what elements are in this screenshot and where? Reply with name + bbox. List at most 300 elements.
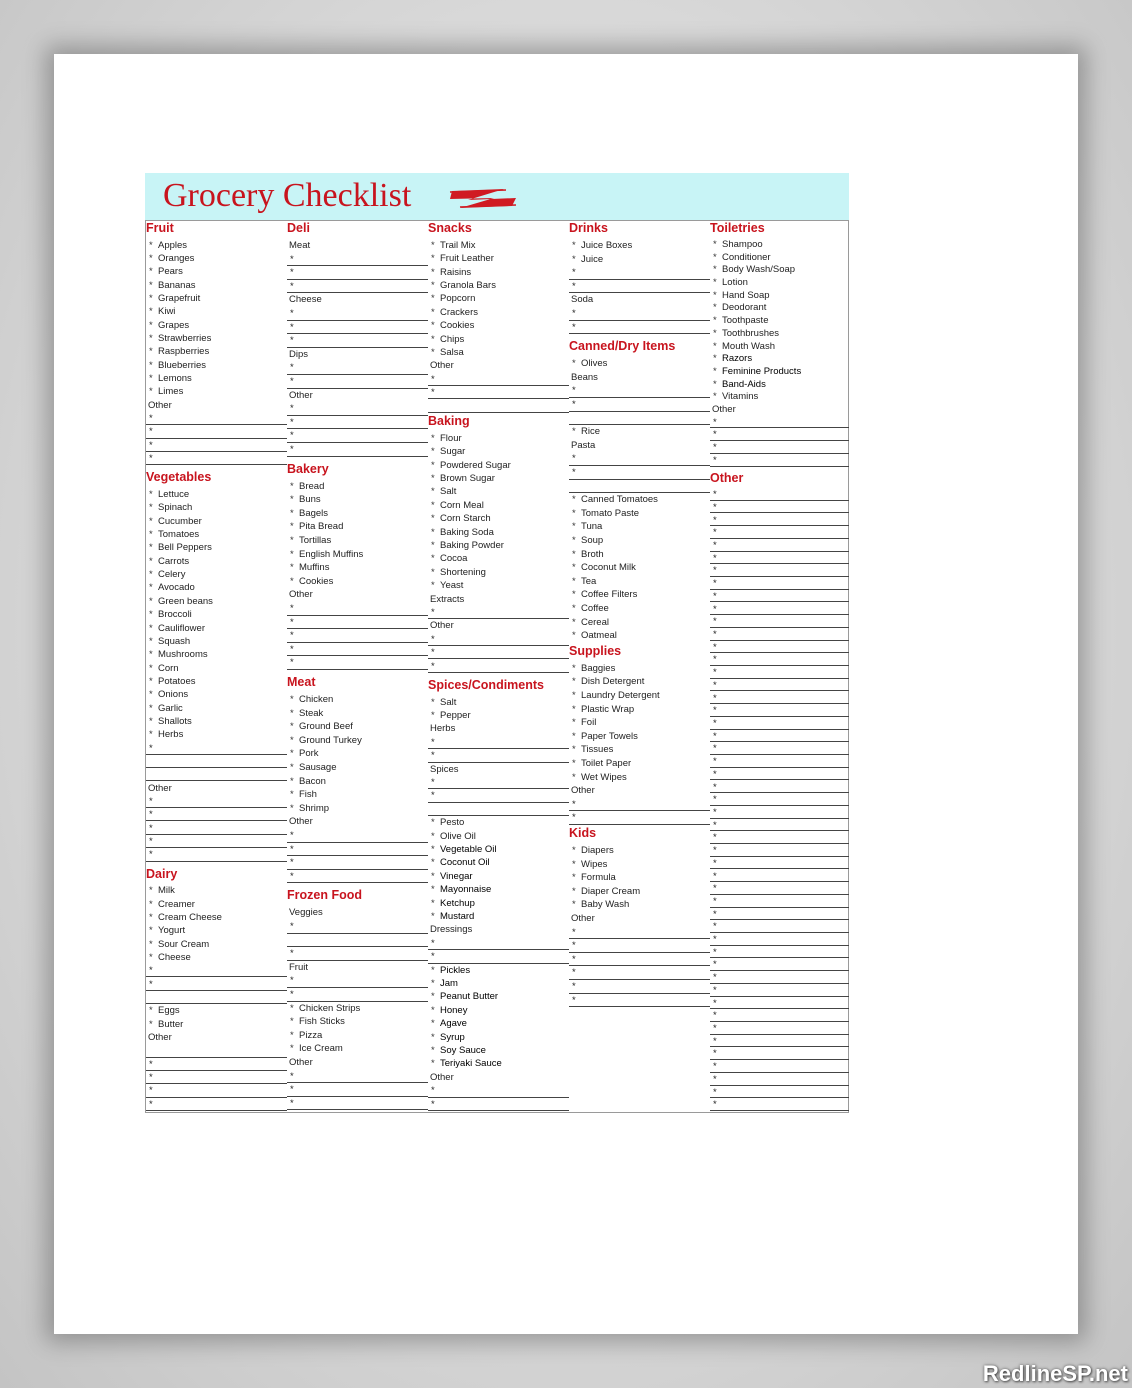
blank-entry-line[interactable]: * bbox=[146, 964, 287, 977]
blank-entry-line[interactable]: * bbox=[710, 441, 849, 454]
checklist-item-limes[interactable] bbox=[146, 385, 290, 399]
blank-entry-line[interactable]: * bbox=[428, 1098, 569, 1111]
blank-entry-line[interactable]: * bbox=[710, 692, 849, 705]
checklist-item-celery[interactable] bbox=[146, 568, 290, 582]
blank-entry-line[interactable]: * bbox=[710, 1035, 849, 1048]
blank-entry-line[interactable]: * bbox=[428, 1084, 569, 1097]
checklist-item-ketchup[interactable] bbox=[428, 897, 572, 911]
blank-entry-line[interactable]: * bbox=[710, 857, 849, 870]
checklist-item-tea[interactable] bbox=[569, 575, 713, 589]
checklist-item-trail-mix[interactable] bbox=[428, 239, 572, 253]
item-label: Laundry Detergent bbox=[581, 690, 660, 701]
checklist-item-chicken[interactable] bbox=[287, 693, 431, 707]
checklist-item-diaper-cream[interactable] bbox=[569, 885, 713, 899]
checklist-item-soy-sauce[interactable] bbox=[428, 1044, 572, 1058]
checklist-item-muffins[interactable] bbox=[287, 561, 431, 575]
checklist-item-peanut-butter[interactable] bbox=[428, 990, 572, 1004]
blank-entry-line[interactable]: * bbox=[287, 643, 428, 657]
blank-entry-line[interactable]: * bbox=[146, 1084, 287, 1097]
blank-entry-line[interactable]: * bbox=[569, 926, 710, 940]
bullet-icon: * bbox=[713, 340, 717, 352]
blank-entry-line[interactable]: * bbox=[710, 933, 849, 946]
blank-entry-line[interactable]: * bbox=[146, 742, 287, 755]
checklist-item-carrots[interactable] bbox=[146, 555, 290, 569]
blank-entry-line[interactable]: * bbox=[710, 539, 849, 552]
checklist-item-baking-soda[interactable] bbox=[428, 526, 572, 540]
item-label: Cauliflower bbox=[158, 622, 205, 634]
bullet-icon: * bbox=[290, 548, 294, 560]
checklist-item-cookies[interactable] bbox=[287, 575, 431, 589]
bullet-icon: * bbox=[149, 515, 153, 527]
blank-entry-line[interactable]: * bbox=[146, 425, 287, 438]
blank-entry-line[interactable]: * bbox=[710, 755, 849, 768]
checklist-item-yeast[interactable] bbox=[428, 579, 572, 593]
item-label: Jam bbox=[440, 978, 458, 989]
checklist-item-pepper[interactable] bbox=[428, 709, 572, 723]
blank-entry-line[interactable]: * bbox=[287, 829, 428, 843]
blank-entry-line[interactable]: * bbox=[569, 321, 710, 335]
blank-entry-line[interactable]: * bbox=[146, 822, 287, 835]
checklist-item-strawberries[interactable] bbox=[146, 332, 290, 346]
checklist-item-fish-sticks[interactable] bbox=[287, 1015, 431, 1029]
checklist-item-bagels[interactable] bbox=[287, 507, 431, 521]
blank-entry-line[interactable] bbox=[569, 412, 710, 426]
checklist-item-tortillas[interactable] bbox=[287, 534, 431, 548]
checklist-item-milk[interactable] bbox=[146, 884, 290, 898]
blank-entry-line[interactable]: * bbox=[146, 808, 287, 821]
blank-entry-line[interactable]: * bbox=[428, 950, 569, 963]
blank-entry-line[interactable]: * bbox=[146, 848, 287, 861]
blank-entry-line[interactable]: * bbox=[146, 795, 287, 808]
blank-entry-line[interactable]: * bbox=[287, 307, 428, 321]
blank-entry-line[interactable]: * bbox=[569, 398, 710, 412]
checklist-item-ground-turkey[interactable] bbox=[287, 734, 431, 748]
checklist-item-coconut-milk[interactable] bbox=[569, 561, 713, 575]
checklist-item-chicken-strips[interactable] bbox=[287, 1002, 431, 1016]
checklist-item-pork[interactable] bbox=[287, 747, 431, 761]
checklist-item-brown-sugar[interactable] bbox=[428, 472, 572, 486]
checklist-item-onions[interactable] bbox=[146, 688, 290, 702]
blank-entry-line[interactable] bbox=[146, 768, 287, 781]
blank-entry-line[interactable]: * bbox=[710, 526, 849, 539]
blank-entry-line[interactable]: * bbox=[710, 971, 849, 984]
checklist-item-vegetable-oil[interactable] bbox=[428, 843, 572, 857]
blank-entry-line[interactable]: * bbox=[428, 386, 569, 399]
checklist-item-foil[interactable] bbox=[569, 716, 713, 730]
checklist-item-pesto[interactable] bbox=[428, 816, 572, 830]
blank-entry-line[interactable]: * bbox=[710, 1009, 849, 1022]
checklist-item-raspberries[interactable] bbox=[146, 345, 290, 359]
blank-entry-line[interactable]: * bbox=[710, 679, 849, 692]
blank-entry-line[interactable]: * bbox=[710, 781, 849, 794]
blank-entry-line[interactable]: * bbox=[710, 488, 849, 501]
blank-entry-line[interactable]: * bbox=[710, 666, 849, 679]
checklist-item-tomato-paste[interactable] bbox=[569, 507, 713, 521]
blank-entry-line[interactable]: * bbox=[287, 947, 428, 961]
blank-entry-line[interactable]: * bbox=[569, 994, 710, 1008]
blank-entry-line[interactable]: * bbox=[710, 428, 849, 441]
blank-entry-line[interactable]: * bbox=[710, 717, 849, 730]
checklist-item-lettuce[interactable] bbox=[146, 488, 290, 502]
blank-entry-line[interactable]: * bbox=[710, 628, 849, 641]
blank-entry-line[interactable]: * bbox=[287, 1083, 428, 1097]
checklist-item-wet-wipes[interactable] bbox=[569, 771, 713, 785]
checklist-item-cocoa[interactable] bbox=[428, 552, 572, 566]
checklist-item-olive-oil[interactable] bbox=[428, 830, 572, 844]
item-label: Shampoo bbox=[722, 238, 763, 250]
item-label: Rice bbox=[581, 426, 601, 438]
checklist-item-grapefruit[interactable] bbox=[146, 292, 290, 306]
checklist-item-cheese[interactable] bbox=[146, 951, 290, 965]
checklist-item-coconut-oil[interactable] bbox=[428, 856, 572, 870]
checklist-item-mayonnaise[interactable] bbox=[428, 883, 572, 897]
checklist-item-jam[interactable] bbox=[428, 977, 572, 991]
blank-entry-line[interactable]: * bbox=[287, 843, 428, 857]
checklist-item-cream-cheese[interactable] bbox=[146, 911, 290, 925]
checklist-item-pears[interactable] bbox=[146, 265, 290, 279]
checklist-item-buns[interactable] bbox=[287, 493, 431, 507]
item-label: Squash bbox=[158, 635, 191, 647]
checklist-item-plastic-wrap[interactable] bbox=[569, 703, 713, 717]
blank-entry-line[interactable]: * bbox=[287, 266, 428, 280]
checklist-item-english-muffins[interactable] bbox=[287, 548, 431, 562]
checklist-item-butter[interactable] bbox=[146, 1018, 290, 1032]
blank-entry-line[interactable]: * bbox=[710, 1086, 849, 1099]
blank-entry-line[interactable]: * bbox=[710, 844, 849, 857]
checklist-item-yogurt[interactable] bbox=[146, 924, 290, 938]
item-label: Wet Wipes bbox=[581, 771, 627, 783]
checklist-item-ice-cream[interactable] bbox=[287, 1042, 431, 1056]
blank-entry-line[interactable]: * bbox=[710, 882, 849, 895]
checklist-item-pizza[interactable] bbox=[287, 1029, 431, 1043]
blank-entry-line[interactable] bbox=[287, 934, 428, 948]
blank-entry-line[interactable]: * bbox=[287, 629, 428, 643]
bullet-icon: * bbox=[290, 562, 294, 574]
blank-entry-line[interactable]: * bbox=[428, 373, 569, 386]
blank-entry-line[interactable]: * bbox=[710, 564, 849, 577]
blank-entry-line[interactable]: * bbox=[287, 656, 428, 670]
blank-entry-line[interactable] bbox=[569, 480, 710, 494]
checklist-item-oranges[interactable] bbox=[146, 252, 290, 266]
subsection-label-meat: Meat bbox=[289, 240, 311, 251]
checklist-item-chips[interactable] bbox=[428, 333, 572, 347]
blank-entry-line[interactable]: * bbox=[287, 988, 428, 1002]
blank-entry-line[interactable]: * bbox=[287, 602, 428, 616]
blank-entry-line[interactable]: * bbox=[428, 789, 569, 802]
checklist-item-baggies[interactable] bbox=[569, 662, 713, 676]
blank-entry-line[interactable]: * bbox=[710, 577, 849, 590]
checklist-item-tuna[interactable] bbox=[569, 520, 713, 534]
checklist-item-avocado[interactable] bbox=[146, 581, 290, 595]
blank-entry-line[interactable] bbox=[428, 400, 569, 413]
checklist-item-green-beans[interactable] bbox=[146, 595, 290, 609]
blank-entry-line[interactable]: * bbox=[710, 870, 849, 883]
blank-entry-line[interactable]: * bbox=[710, 501, 849, 514]
checklist-item-corn-starch[interactable] bbox=[428, 512, 572, 526]
checklist-item-apples[interactable] bbox=[146, 239, 290, 253]
blank-entry-line[interactable]: * bbox=[146, 978, 287, 991]
blank-entry-line[interactable]: * bbox=[710, 831, 849, 844]
checklist-item-coffee[interactable] bbox=[569, 602, 713, 616]
item-label: Garlic bbox=[158, 702, 183, 714]
subsection-label-other: Other bbox=[712, 404, 736, 415]
blank-entry-line[interactable] bbox=[146, 755, 287, 768]
checklist-item-dish-detergent[interactable] bbox=[569, 675, 713, 689]
checklist-item-steak[interactable] bbox=[287, 707, 431, 721]
checklist-item-cookies[interactable] bbox=[428, 319, 572, 333]
checklist-item-baking-powder[interactable] bbox=[428, 539, 572, 553]
blank-entry-line[interactable]: * bbox=[569, 966, 710, 980]
checklist-item-canned-tomatoes[interactable] bbox=[569, 493, 713, 507]
blank-entry-line[interactable]: * bbox=[287, 429, 428, 443]
checklist-item-salsa[interactable] bbox=[428, 346, 572, 360]
checklist-item-crackers[interactable] bbox=[428, 306, 572, 320]
blank-entry-line[interactable]: * bbox=[287, 1070, 428, 1084]
blank-entry-line[interactable]: * bbox=[710, 615, 849, 628]
blank-entry-line[interactable]: * bbox=[146, 1058, 287, 1071]
blank-entry-line[interactable]: * bbox=[710, 416, 849, 429]
checklist-item-oatmeal[interactable] bbox=[569, 629, 713, 643]
blank-entry-line[interactable]: * bbox=[710, 641, 849, 654]
blank-entry-line[interactable]: * bbox=[569, 466, 710, 480]
checklist-item-fish[interactable] bbox=[287, 788, 431, 802]
blank-entry-line[interactable]: * bbox=[710, 730, 849, 743]
checklist-item-sugar[interactable] bbox=[428, 445, 572, 459]
checklist-item-sour-cream[interactable] bbox=[146, 938, 290, 952]
blank-entry-line[interactable]: * bbox=[710, 742, 849, 755]
blank-entry-line[interactable]: * bbox=[569, 280, 710, 294]
subsection-label-other: Other bbox=[289, 589, 313, 601]
checklist-item-cucumber[interactable] bbox=[146, 515, 290, 529]
section-heading-drinks: Drinks bbox=[569, 221, 608, 235]
checklist-item-creamer[interactable] bbox=[146, 898, 290, 912]
checklist-item-vinegar[interactable] bbox=[428, 870, 572, 884]
checklist-item-soup[interactable] bbox=[569, 534, 713, 548]
checklist-item-bell-peppers[interactable] bbox=[146, 541, 290, 555]
blank-entry-line[interactable] bbox=[146, 1044, 287, 1057]
blank-entry-line[interactable]: * bbox=[287, 334, 428, 348]
checklist-item-olives[interactable] bbox=[569, 357, 713, 371]
blank-entry-line[interactable]: * bbox=[710, 454, 849, 467]
blank-entry-line[interactable]: * bbox=[710, 1047, 849, 1060]
bullet-icon: * bbox=[290, 507, 294, 519]
checklist-item-pickles[interactable] bbox=[428, 964, 572, 978]
blank-entry-line[interactable]: * bbox=[287, 443, 428, 457]
checklist-item-powdered-sugar[interactable] bbox=[428, 459, 572, 473]
checklist-item-popcorn[interactable] bbox=[428, 292, 572, 306]
subsection-label-cheese: Cheese bbox=[289, 294, 322, 306]
checklist-item-raisins[interactable] bbox=[428, 266, 572, 280]
blank-entry-line[interactable]: * bbox=[710, 552, 849, 565]
blank-entry-line[interactable]: * bbox=[569, 384, 710, 398]
blank-entry-line[interactable]: * bbox=[569, 266, 710, 280]
checklist-item-blueberries[interactable] bbox=[146, 359, 290, 373]
checklist-item-juice[interactable] bbox=[569, 253, 713, 267]
item-label: Corn bbox=[158, 662, 179, 674]
bullet-icon: * bbox=[290, 775, 294, 787]
blank-entry-line[interactable]: * bbox=[428, 633, 569, 646]
blank-entry-line[interactable]: * bbox=[710, 819, 849, 832]
blank-entry-line[interactable]: * bbox=[710, 768, 849, 781]
blank-entry-line[interactable]: * bbox=[569, 811, 710, 825]
bullet-icon: * bbox=[149, 649, 153, 661]
blank-entry-line[interactable]: * bbox=[710, 958, 849, 971]
blank-entry-line[interactable]: * bbox=[710, 895, 849, 908]
checklist-item-wipes[interactable] bbox=[569, 858, 713, 872]
blank-entry-line[interactable]: * bbox=[146, 412, 287, 425]
bullet-icon: * bbox=[149, 689, 153, 701]
bullet-icon: * bbox=[149, 622, 153, 634]
checklist-item-mushrooms[interactable] bbox=[146, 648, 290, 662]
blank-entry-line[interactable]: * bbox=[569, 939, 710, 953]
blank-entry-line[interactable]: * bbox=[428, 736, 569, 749]
checklist-item-teriyaki-sauce[interactable] bbox=[428, 1057, 572, 1071]
checklist-item-shallots[interactable] bbox=[146, 715, 290, 729]
checklist-item-sausage[interactable] bbox=[287, 761, 431, 775]
section-heading-vegetables: Vegetables bbox=[146, 470, 212, 485]
blank-entry-line[interactable]: * bbox=[710, 590, 849, 603]
blank-entry-line[interactable]: * bbox=[146, 1071, 287, 1084]
blank-entry-line[interactable]: * bbox=[710, 984, 849, 997]
checklist-item-flour[interactable] bbox=[428, 432, 572, 446]
item-label: Tuna bbox=[581, 521, 603, 533]
checklist-item-shrimp[interactable] bbox=[287, 802, 431, 816]
checklist-item-diapers[interactable] bbox=[569, 844, 713, 858]
blank-entry-line[interactable]: * bbox=[710, 806, 849, 819]
checklist-item-mustard[interactable] bbox=[428, 910, 572, 924]
blank-entry-line[interactable] bbox=[428, 803, 569, 816]
blank-entry-line[interactable]: * bbox=[710, 1073, 849, 1086]
blank-entry-line[interactable]: * bbox=[569, 953, 710, 967]
checklist-item-paper-towels[interactable] bbox=[569, 730, 713, 744]
blank-entry-line[interactable]: * bbox=[287, 375, 428, 389]
checklist-item-kiwi[interactable] bbox=[146, 305, 290, 319]
bullet-icon: * bbox=[290, 762, 294, 773]
blank-entry-line[interactable]: * bbox=[287, 856, 428, 870]
item-label: Toilet Paper bbox=[581, 758, 632, 769]
checklist-item-salt[interactable] bbox=[428, 696, 572, 710]
blank-entry-line[interactable]: * bbox=[287, 253, 428, 267]
checklist-item-bananas[interactable] bbox=[146, 279, 290, 293]
item-label: Bell Peppers bbox=[158, 542, 212, 554]
checklist-item-rice[interactable] bbox=[569, 425, 713, 439]
blank-entry-line[interactable]: * bbox=[428, 660, 569, 673]
blank-entry-line[interactable] bbox=[146, 991, 287, 1004]
bullet-icon: * bbox=[149, 569, 153, 581]
blank-entry-line[interactable]: * bbox=[287, 1097, 428, 1111]
checklist-item-salt[interactable] bbox=[428, 485, 572, 499]
blank-entry-line[interactable]: * bbox=[710, 653, 849, 666]
checklist-item-coffee-filters[interactable] bbox=[569, 588, 713, 602]
checklist-item-baby-wash[interactable] bbox=[569, 898, 713, 912]
checklist-item-bacon[interactable] bbox=[287, 775, 431, 789]
blank-entry-line[interactable]: * bbox=[710, 793, 849, 806]
checklist-item-cereal[interactable] bbox=[569, 616, 713, 630]
blank-entry-line[interactable]: * bbox=[287, 402, 428, 416]
checklist-item-broth[interactable] bbox=[569, 548, 713, 562]
checklist-item-spinach[interactable] bbox=[146, 501, 290, 515]
blank-entry-line[interactable]: * bbox=[710, 514, 849, 527]
checklist-item-eggs[interactable] bbox=[146, 1004, 290, 1018]
checklist-item-ground-beef[interactable] bbox=[287, 720, 431, 734]
checklist-item-juice-boxes[interactable] bbox=[569, 239, 713, 253]
blank-entry-line[interactable]: * bbox=[428, 646, 569, 659]
blank-entry-line[interactable]: * bbox=[710, 603, 849, 616]
checklist-item-corn-meal[interactable] bbox=[428, 499, 572, 513]
checklist-item-lemons[interactable] bbox=[146, 372, 290, 386]
blank-entry-line[interactable]: * bbox=[287, 870, 428, 884]
blank-entry-line[interactable]: * bbox=[569, 452, 710, 466]
blank-entry-line[interactable]: * bbox=[287, 920, 428, 934]
checklist-item-tissues[interactable] bbox=[569, 743, 713, 757]
blank-entry-line[interactable]: * bbox=[569, 307, 710, 321]
blank-entry-line[interactable]: * bbox=[428, 606, 569, 619]
checklist-item-syrup[interactable] bbox=[428, 1031, 572, 1045]
checklist-item-broccoli[interactable] bbox=[146, 608, 290, 622]
item-label: Chips bbox=[440, 333, 465, 345]
blank-entry-line[interactable]: * bbox=[569, 798, 710, 812]
item-label: Steak bbox=[299, 707, 324, 719]
subsection-label-pasta: Pasta bbox=[571, 439, 596, 451]
checklist-item-toilet-paper[interactable] bbox=[569, 757, 713, 771]
checklist-item-tomatoes[interactable] bbox=[146, 528, 290, 542]
blank-entry-line[interactable]: * bbox=[428, 937, 569, 950]
blank-entry-line[interactable]: * bbox=[428, 776, 569, 789]
blank-entry-line[interactable]: * bbox=[146, 439, 287, 452]
blank-entry-line[interactable]: * bbox=[287, 361, 428, 375]
checklist-item-squash[interactable] bbox=[146, 635, 290, 649]
blank-entry-line[interactable]: * bbox=[710, 1060, 849, 1073]
blank-entry-line[interactable]: * bbox=[710, 946, 849, 959]
blank-entry-line[interactable]: * bbox=[287, 280, 428, 294]
blank-entry-line[interactable]: * bbox=[710, 1098, 849, 1111]
blank-entry-line[interactable]: * bbox=[710, 997, 849, 1010]
checklist-item-potatoes[interactable] bbox=[146, 675, 290, 689]
checklist-item-honey[interactable] bbox=[428, 1004, 572, 1018]
blank-entry-line[interactable]: * bbox=[710, 908, 849, 921]
blank-entry-line[interactable]: * bbox=[146, 452, 287, 465]
bullet-icon: * bbox=[713, 238, 717, 250]
blank-entry-line[interactable]: * bbox=[287, 416, 428, 430]
checklist-item-agave[interactable] bbox=[428, 1017, 572, 1031]
blank-entry-line[interactable]: * bbox=[710, 1022, 849, 1035]
blank-entry-line[interactable]: * bbox=[710, 920, 849, 933]
checklist-item-herbs[interactable] bbox=[146, 728, 290, 742]
item-label: Dish Detergent bbox=[581, 676, 645, 688]
blank-entry-line[interactable]: * bbox=[710, 704, 849, 717]
page-title: Grocery Checklist bbox=[163, 177, 412, 214]
checklist-item-shortening[interactable] bbox=[428, 566, 572, 580]
checklist-item-cauliflower[interactable] bbox=[146, 622, 290, 636]
blank-entry-line[interactable]: * bbox=[287, 616, 428, 630]
checklist-item-formula[interactable] bbox=[569, 871, 713, 885]
checklist-item-fruit-leather[interactable] bbox=[428, 252, 572, 266]
checklist-item-laundry-detergent[interactable] bbox=[569, 689, 713, 703]
checklist-item-grapes[interactable] bbox=[146, 319, 290, 333]
bullet-icon: * bbox=[149, 595, 153, 607]
checklist-item-bread[interactable] bbox=[287, 480, 431, 494]
checklist-item-pita-bread[interactable] bbox=[287, 520, 431, 534]
blank-entry-line[interactable]: * bbox=[569, 980, 710, 994]
checklist-item-granola-bars[interactable] bbox=[428, 279, 572, 293]
checklist-item-garlic[interactable] bbox=[146, 702, 290, 716]
blank-entry-line[interactable]: * bbox=[146, 1098, 287, 1111]
blank-entry-line[interactable]: * bbox=[287, 974, 428, 988]
checklist-item-corn[interactable] bbox=[146, 662, 290, 676]
blank-entry-line[interactable]: * bbox=[428, 749, 569, 762]
blank-entry-line[interactable]: * bbox=[146, 835, 287, 848]
blank-entry-line[interactable]: * bbox=[287, 321, 428, 335]
